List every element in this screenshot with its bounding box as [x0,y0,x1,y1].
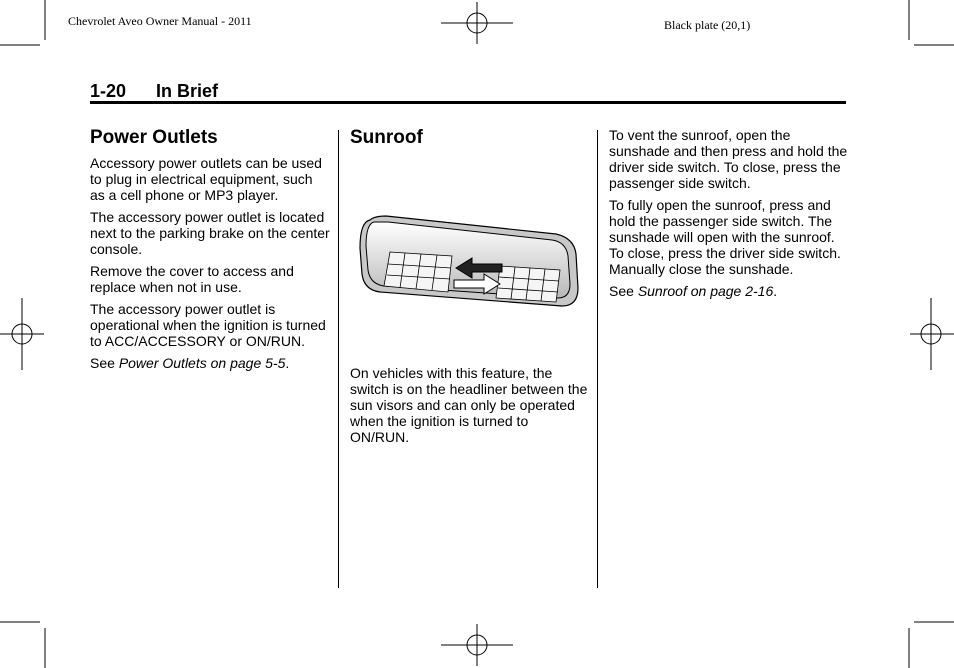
registration-mark-top [441,2,513,44]
power-outlets-p2: The accessory power outlet is located next to the parking brake on the center console. [90,209,330,257]
plate-info-right: Black plate (20,1) [664,18,751,32]
power-outlets-p1: Accessory power outlets can be used to plug in electrical equipment, such as a cell phone or MP3 player. [90,155,322,203]
power-outlets-p4: The accessory power outlet is operational when the ignition is turned to ACC/ACCESSORY or ON/RUN. [90,301,326,349]
sunroof-p1: On vehicles with this feature, the switch is on the headliner between the sun visors and can only be operated when the ignition is turned to ON/RUN. [350,365,588,445]
power-outlets-page-reference[interactable]: Power Outlets on page 5-5 [118,355,286,371]
column-sunroof-continued [609,127,849,305]
registration-mark-right [910,298,954,370]
plate-info-left: Chevrolet Aveo Owner Manual - 2011 [68,14,252,28]
sunroof-heading: Sunroof [350,127,423,148]
sunroof-open-paragraph: To fully open the sunroof, press and hold the passenger side switch. The sunshade will open with the sunroof. To close, press the driver side switch. Manually close the sunshade. [609,197,841,277]
power-outlets-heading: Power Outlets [90,127,218,148]
column-divider-1 [338,130,339,588]
sunroof-page-reference[interactable]: Sunroof on page 2-16 [637,283,774,299]
power-outlets-p3: Remove the cover to access and replace when not in use. [90,263,294,295]
header-rule [90,101,846,104]
sunroof-see: See Sunroof on page 2-16. [609,283,778,299]
column-sunroof [350,127,590,155]
column-sunroof-text [350,365,590,451]
column-divider-2 [597,130,598,588]
power-outlets-see: See Power Outlets on page 5-5. [90,355,290,371]
registration-mark-bottom [441,624,513,666]
column-power-outlets [90,127,330,377]
sunroof-vent-paragraph: To vent the sunroof, open the sunshade and then press and hold the driver side switch. To close, press the passenger side switch. [609,127,848,191]
page-header [90,80,846,102]
page-number: 1-20 [90,81,127,101]
registration-mark-left [0,298,44,370]
section-title: In Brief [156,81,219,101]
sunroof-switch-illustration [356,208,582,308]
